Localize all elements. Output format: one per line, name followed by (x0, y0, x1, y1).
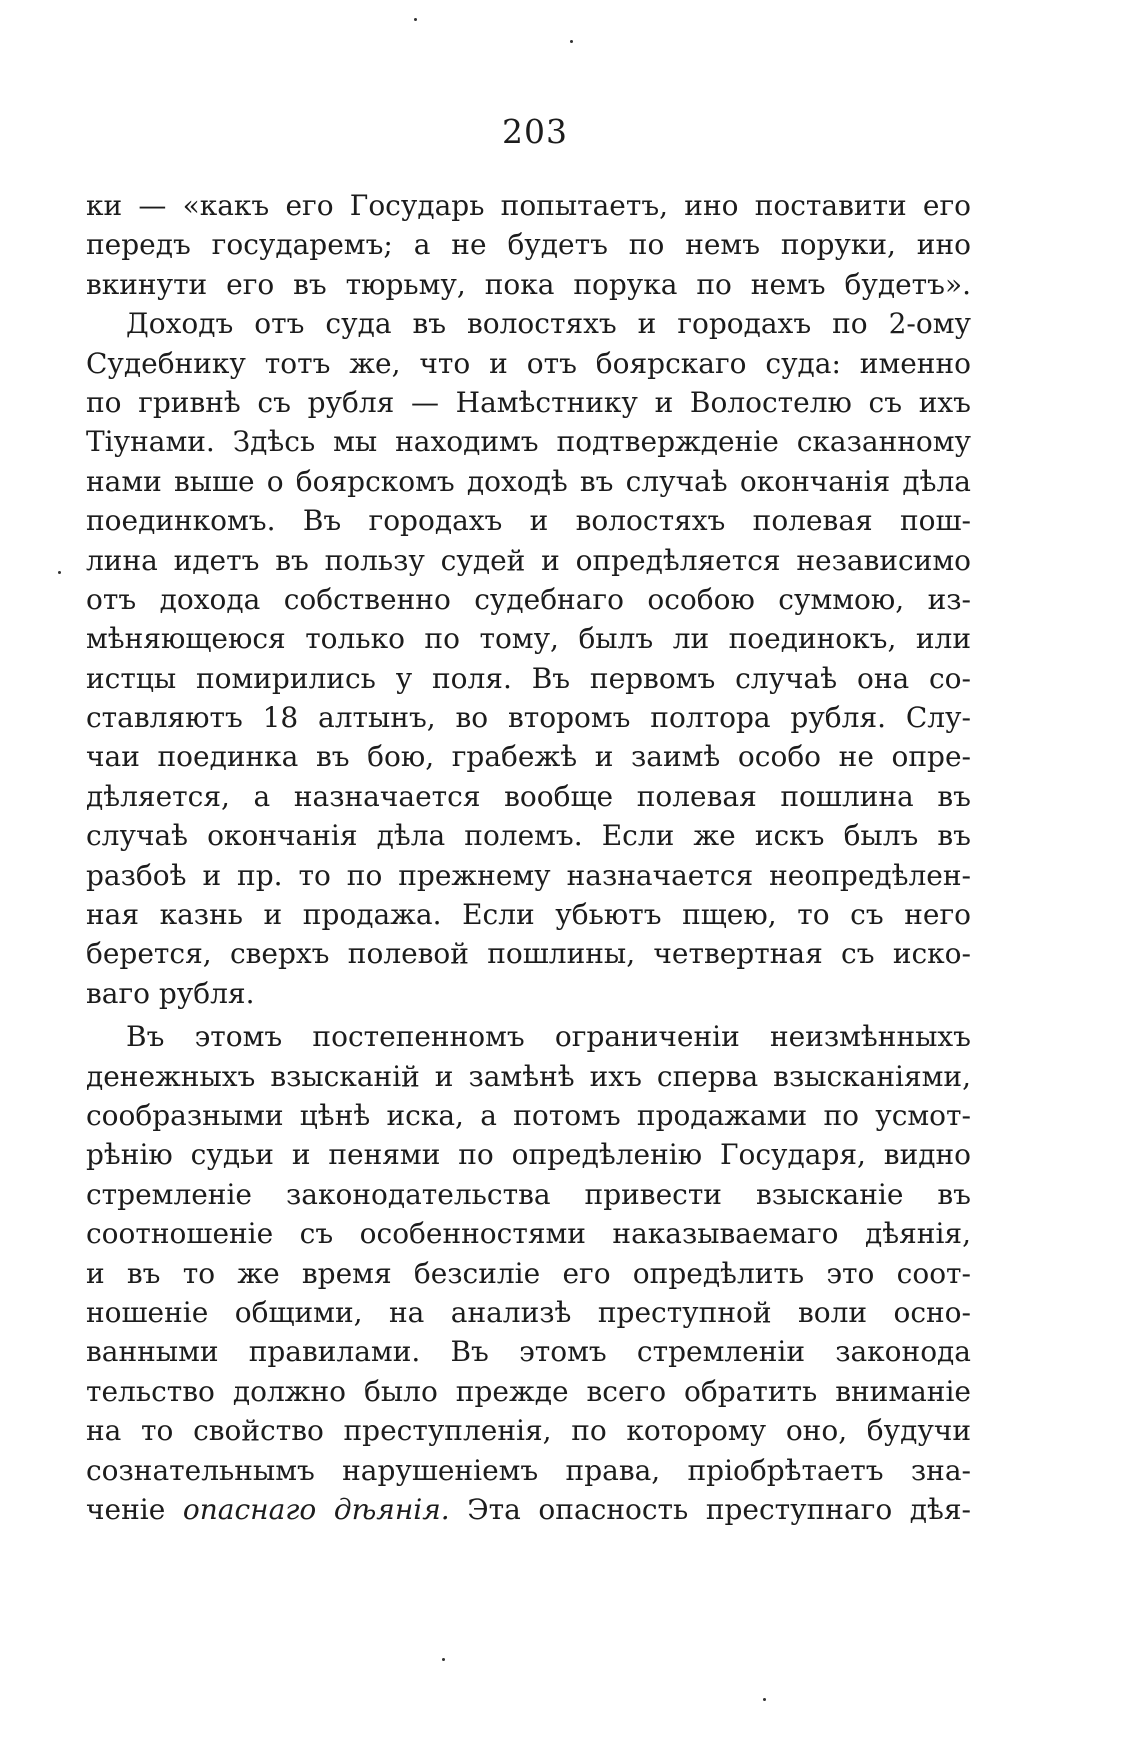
text-line: мѣняющеюся только по тому, былъ ли поединокъ, или (86, 622, 971, 656)
text-line: чаи поединка въ бою, грабежѣ и заимѣ особо не опре- (86, 740, 971, 774)
text-line: сообразными цѣнѣ иска, а потомъ продажами по усмот- (86, 1098, 971, 1132)
print-speck (414, 18, 417, 21)
text-line: ставляютъ 18 алтынъ, во второмъ полтора рубля. Слу- (86, 701, 971, 735)
page-number: 203 (502, 112, 568, 151)
text-line: сознательнымъ нарушеніемъ права, пріобрѣтаетъ зна- (86, 1453, 971, 1487)
text-line: и въ то же время безсиліе его опредѣлить это соот- (86, 1256, 971, 1290)
text-line: Судебнику тотъ же, что и отъ боярскаго суда: именно (86, 346, 971, 380)
text-segment: Эта опасность преступнаго дѣя- (467, 1492, 971, 1526)
text-line: на то свойство преступленія, по которому оно, будучи (86, 1414, 971, 1448)
text-segment: ченіе (86, 1492, 166, 1526)
print-speck (763, 1698, 766, 1701)
text-line: ная казнь и продажа. Если убьютъ пщею, то съ него (86, 898, 971, 932)
paragraph-start-line: Доходъ отъ суда въ волостяхъ и городахъ по 2-ому (126, 307, 971, 341)
emphasized-phrase: опаснаго дѣянія. (182, 1492, 450, 1526)
text-line: по гривнѣ съ рубля — Намѣстнику и Волостелю съ ихъ (86, 385, 971, 419)
text-line: дѣляется, а назначается вообще полевая пошлина въ (86, 779, 971, 813)
paragraph-end-line: ваго рубля. (86, 976, 255, 1010)
text-line: ки — «какъ его Государь попытаетъ, ино поставити его (86, 189, 971, 222)
text-line: вкинути его въ тюрьму, пока порука по немъ будетъ». (86, 267, 971, 301)
text-line: случаѣ окончанія дѣла полемъ. Если же искъ былъ въ (86, 819, 971, 853)
text-line: лина идетъ въ пользу судей и опредѣляется независимо (86, 543, 971, 577)
body-text (86, 186, 971, 1529)
text-line: денежныхъ взысканій и замѣнѣ ихъ сперва взысканіями, (86, 1059, 971, 1093)
text-line: рѣнію судьи и пенями по опредѣленію Государя, видно (86, 1138, 971, 1172)
text-line: Тіунами. Здѣсь мы находимъ подтвержденіе сказанному (86, 425, 971, 459)
text-line-with-emphasis (86, 1490, 971, 1529)
text-line: передъ государемъ; а не будетъ по немъ поруки, ино (86, 228, 971, 262)
text-line: ношеніе общими, на анализѣ преступной воли осно- (86, 1295, 971, 1329)
text-line: тельство должно было прежде всего обратить вниманіе (86, 1374, 971, 1408)
text-line: берется, сверхъ полевой пошлины, четвертная съ иско- (86, 937, 971, 971)
text-line: соотношеніе съ особенностями наказываемаго дѣянія, (86, 1217, 971, 1251)
print-speck (442, 1658, 445, 1661)
text-line: нами выше о боярскомъ доходѣ въ случаѣ окончанія дѣла (86, 464, 971, 498)
paragraph-start-line: Въ этомъ постепенномъ ограниченіи неизмѣнныхъ (126, 1020, 971, 1054)
text-line: истцы помирились у поля. Въ первомъ случаѣ она со- (86, 661, 971, 695)
text-line: отъ дохода собственно судебнаго особою суммою, из- (86, 582, 971, 616)
text-line: поединкомъ. Въ городахъ и волостяхъ полевая пош- (86, 504, 971, 538)
print-speck (58, 571, 61, 574)
text-line: ванными правилами. Въ этомъ стремленіи законода (86, 1335, 971, 1369)
print-speck (570, 40, 573, 43)
text-line: стремленіе законодательства привести взысканіе въ (86, 1177, 971, 1211)
text-line: разбоѣ и пр. то по прежнему назначается неопредѣлен- (86, 858, 971, 892)
